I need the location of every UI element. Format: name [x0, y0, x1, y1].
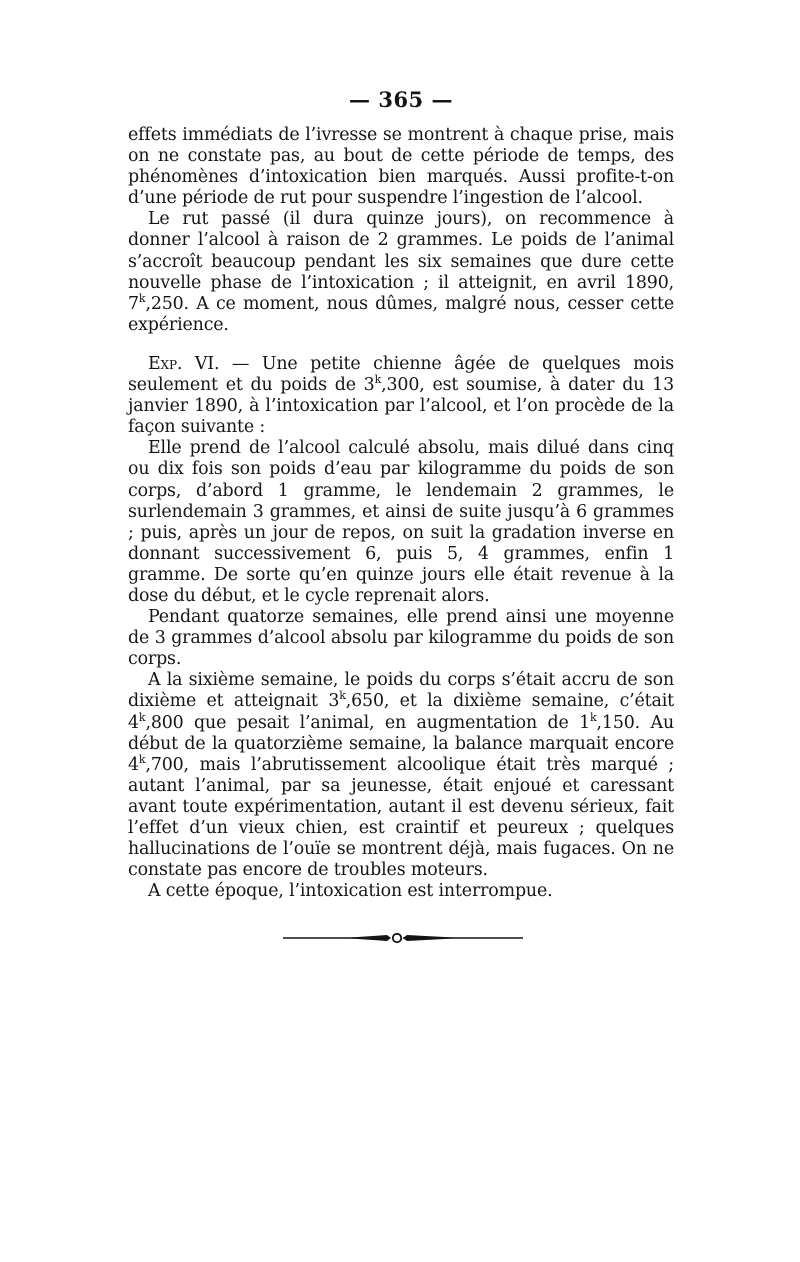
unit-superscript: k — [138, 710, 146, 724]
paragraph-6-seg-0: A la sixième semaine, le poids du corps s’était accru de son dixième et atteignait 3 — [128, 670, 674, 712]
unit-superscript: k — [138, 752, 146, 766]
paragraph-6-seg-2: ,650, et la dixième semaine, c’était 4 — [128, 691, 674, 733]
body-text — [128, 125, 674, 902]
unit-superscript: k — [138, 291, 146, 305]
paragraph-4: Elle prend de l’alcool calculé absolu, mais dilué dans cinq ou dix fois son poids d’eau par kilogramme du poids de son corps, d’abord 1 gramme, le lendemain 2 grammes, le surlendemain 3 grammes, et ainsi de suite jusqu’à 6 grammes ; puis, après un jour de repos, on suit la gradation inverse en donnant successivement 6, puis 5, 4 grammes, enfin 1 gramme. De sorte qu’en quinze jours elle était revenue à la dose du début, et le cycle reprenait alors. — [128, 438, 674, 606]
section-gap — [128, 336, 674, 354]
unit-superscript: k — [374, 373, 382, 387]
unit-superscript: k — [590, 710, 597, 724]
rule-ornament-icon — [283, 931, 523, 945]
paragraph-6-seg-4: ,800 que pesait l’animal, en augmentation de 1 — [145, 712, 591, 733]
paragraph-3-text: — Une petite chienne âgée de quelques mois seulement et du poids de 3 — [128, 353, 675, 396]
paragraph-6-seg-8: ,700, mais l’abrutissement alcoolique était très marqué ; autant l’animal, par sa jeunesse, était enjoué et caressant avant toute expérimentation, autant il est devenu sérieux, fait l’effet d’un vieux chien, est craintif et peureux ; quelques hallucinations de l’ouïe se montrent déjà, mais fugaces. On ne constate pas encore de troubles moteurs. — [128, 754, 674, 881]
experiment-heading: Exp. VI. — [148, 353, 220, 374]
paragraph-7: A cette époque, l’intoxication est interrompue. — [148, 881, 553, 902]
paragraph-3-text-end: ,300, est soumise, à dater du 13 janvier 1890, à l’intoxication par l’alcool, et l’on procède de la façon suivante : — [128, 375, 674, 438]
paragraph-2 — [128, 209, 674, 336]
book-page — [128, 88, 674, 902]
unit-superscript: k — [339, 689, 346, 703]
paragraph-1: effets immédiats de l’ivresse se montrent à chaque prise, mais on ne constate pas, au bout de cette période de temps, des phénomènes d’intoxication bien marqués. Aussi profite-t-on d’une période de rut pour suspendre l’ingestion de l’alcool. — [128, 125, 674, 209]
page-number: — 365 — — [349, 87, 453, 112]
paragraph-3 — [128, 354, 674, 438]
paragraph-2-text: Le rut passé (il dura quinze jours), on recommence à donner l’alcool à raison de 2 grammes. Le poids de l’animal s’accroît beaucoup pendant les six semaines que dure cette nouvelle phase de l’intoxication ; il atteignit, en avril 1890, 7 — [128, 209, 674, 314]
paragraph-6 — [128, 670, 674, 881]
paragraph-2-text-end: ,250. A ce moment, nous dûmes, malgré nous, cesser cette expérience. — [128, 293, 674, 335]
paragraph-6-seg-6: ,150. Au début de la quatorzième semaine, la balance marquait encore 4 — [128, 712, 674, 775]
paragraph-5: Pendant quatorze semaines, elle prend ainsi une moyenne de 3 grammes d’alcool absolu par kilogramme du poids de son corps. — [128, 607, 674, 670]
